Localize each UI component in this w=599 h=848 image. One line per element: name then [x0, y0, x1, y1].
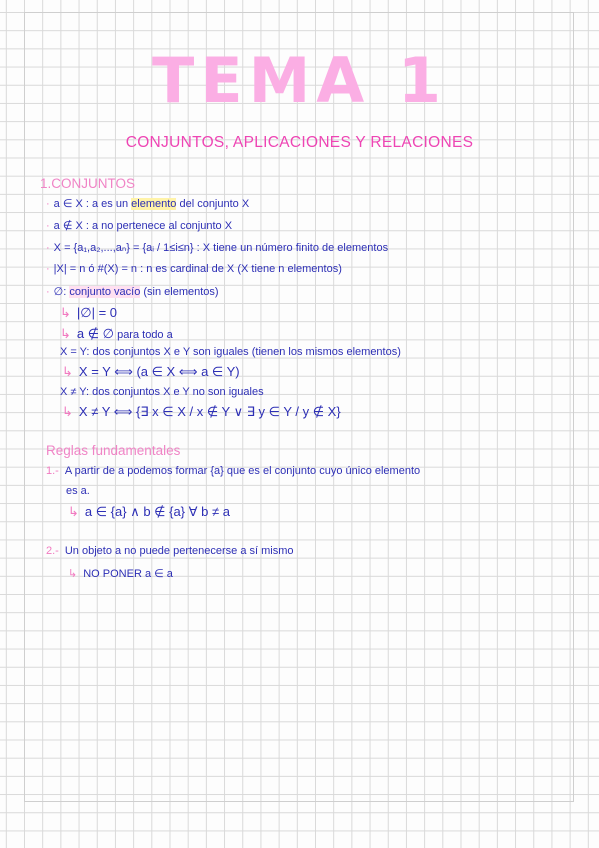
sub-no-pertenece-vacio	[60, 326, 173, 342]
section-heading-conjuntos: 1.CONJUNTOS	[40, 176, 136, 191]
def-desigualdad: X ≠ Y: dos conjuntos X e Y no son iguales	[60, 386, 264, 398]
separator: :	[63, 286, 70, 298]
formula: X ≠ Y ⟺ {∃ x ∈ X / x ∉ Y ∨ ∃ y ∈ Y / y ∉ X}	[78, 404, 341, 419]
page-title: TEMA 1	[151, 44, 448, 117]
item-no-pertenece	[46, 219, 232, 232]
def-igualdad: X = Y: dos conjuntos X e Y son iguales (tienen los mismos elementos)	[60, 346, 401, 358]
text-post: del conjunto X	[176, 198, 250, 210]
rule-2	[46, 545, 294, 557]
bullet: ·	[46, 220, 50, 232]
rule-text: Un objeto a no puede pertenecerse a sí mismo	[64, 545, 294, 557]
formula: a ∉ X	[53, 220, 83, 232]
sub-arrow-icon: ↳	[62, 364, 73, 379]
sub-arrow-icon: ↳	[60, 305, 71, 320]
formula: a ∈ X	[53, 198, 83, 210]
section-heading-reglas: Reglas fundamentales	[46, 443, 181, 458]
sub-arrow-icon: ↳	[60, 326, 71, 341]
item-pertenece	[46, 197, 249, 210]
rule-1-sub	[68, 504, 230, 520]
rule-text: A partir de a podemos formar {a} que es el conjunto cuyo único elemento	[64, 465, 421, 477]
formula: a ∉ ∅	[76, 326, 115, 341]
rule-1-continued: es a.	[66, 485, 90, 497]
sub-desigualdad	[62, 404, 341, 420]
text-pre: a es un	[92, 198, 132, 210]
highlight-elemento: elemento	[131, 198, 177, 210]
formula: |X| = n ó #(X) = n	[53, 263, 138, 275]
sub-igualdad	[62, 364, 240, 380]
rule-2-sub	[68, 567, 173, 580]
formula: X = {a₁,a₂,...,aₙ} = {aᵢ / 1≤i≤n}	[53, 242, 194, 254]
text: n es cardinal de X (X tiene n elementos)	[146, 263, 342, 275]
rule-1	[46, 465, 420, 477]
separator: :	[82, 198, 92, 210]
rule-number: 1.-	[46, 465, 59, 477]
bullet: ·	[46, 286, 50, 298]
item-conjunto-vacio	[46, 285, 219, 298]
formula: |∅| = 0	[76, 305, 118, 320]
text: para todo a	[114, 329, 173, 341]
separator: :	[137, 263, 147, 275]
item-conjunto-finito	[46, 241, 388, 254]
formula: ∅	[53, 286, 64, 298]
text: a no pertenece al conjunto X	[92, 220, 233, 232]
rule-number: 2.-	[46, 545, 59, 557]
separator: :	[193, 242, 203, 254]
bullet: ·	[46, 198, 50, 210]
text: X tiene un número finito de elementos	[202, 242, 389, 254]
bullet: ·	[46, 263, 50, 275]
bullet: ·	[46, 242, 50, 254]
item-cardinal	[46, 263, 342, 275]
sub-cardinal-vacio	[60, 305, 117, 321]
sub-arrow-icon: ↳	[68, 568, 78, 580]
formula: X = Y ⟺ (a ∈ X ⟺ a ∈ Y)	[78, 364, 240, 379]
formula: a ∈ {a} ∧ b ∉ {a} ∀ b ≠ a	[84, 504, 230, 519]
sub-arrow-icon: ↳	[68, 504, 79, 519]
separator: :	[82, 220, 92, 232]
page-subtitle: CONJUNTOS, APLICACIONES Y RELACIONES	[125, 134, 474, 151]
text: (sin elementos)	[140, 286, 219, 298]
formula: NO PONER a ∈ a	[83, 568, 173, 580]
highlight-conjunto-vacio: conjunto vacío	[69, 286, 141, 298]
sub-arrow-icon: ↳	[62, 404, 73, 419]
